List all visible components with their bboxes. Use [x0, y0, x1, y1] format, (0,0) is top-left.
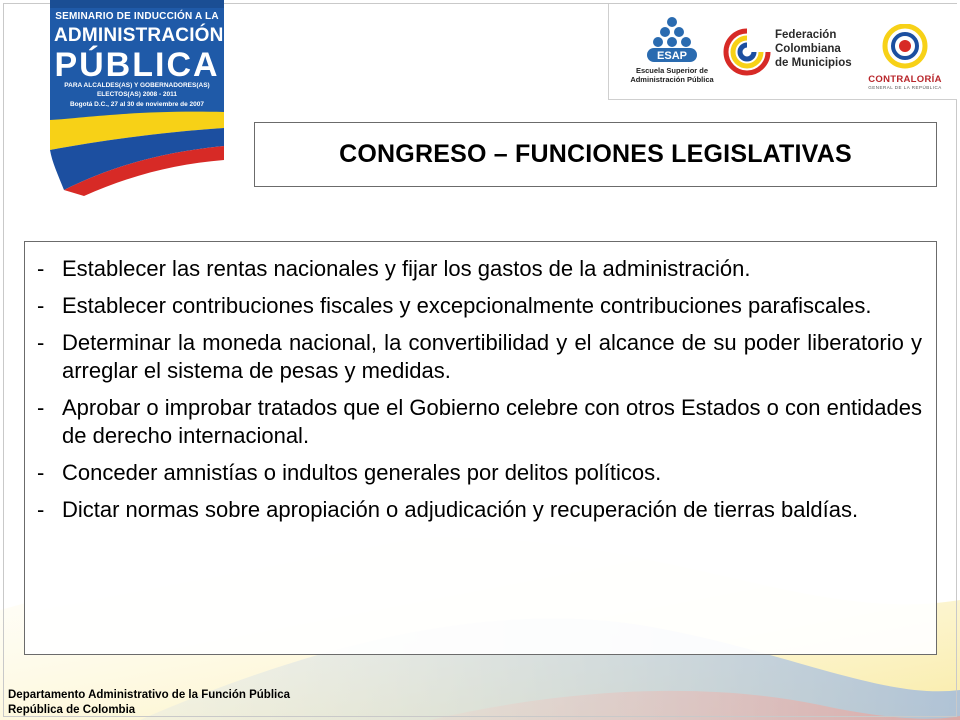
list-item-text: Establecer contribuciones fiscales y excepcionalmente contribuciones parafiscales.: [62, 293, 872, 318]
list-item: [37, 255, 922, 283]
list-item: [37, 496, 922, 524]
list-item-text: Determinar la moneda nacional, la convertibilidad y el alcance de su poder liberatorio y arreglar el sistema de pesas y medidas.: [62, 330, 922, 383]
list-item-text: Dictar normas sobre apropiación o adjudicación y recuperación de tierras baldías.: [62, 497, 859, 522]
emblem-line-6: Bogotá D.C., 27 al 30 de noviembre de 2007: [69, 101, 205, 108]
emblem-line-5: ELECTOS(AS) 2008 - 2011: [96, 91, 178, 98]
fcm-line-1: Federación: [775, 29, 837, 41]
fcm-emblem-icon: [723, 28, 771, 76]
bullet-marker: -: [37, 460, 45, 485]
list-item: [37, 329, 922, 385]
esap-emblem-icon: [645, 16, 699, 66]
footer-line-1: Departamento Administrativo de la Función Pública: [8, 689, 291, 701]
bullet-marker: -: [37, 256, 45, 281]
fcm-logo: [723, 26, 853, 86]
list-item: [37, 459, 922, 487]
slide-title: CONGRESO – FUNCIONES LEGISLATIVAS: [339, 140, 852, 168]
footer-line-2: República de Colombia: [8, 704, 136, 716]
emblem-line-2: ADMINISTRACIÓN: [54, 25, 224, 46]
emblem-line-3: PÚBLICA: [54, 46, 220, 84]
list-item: [37, 292, 922, 320]
list-item: [37, 394, 922, 450]
bullet-marker: -: [37, 330, 45, 355]
esap-mark: ESAP: [657, 50, 687, 62]
contraloria-logo: [859, 24, 951, 96]
title-box: [254, 122, 937, 187]
esap-caption-line-2: Administración Pública: [630, 75, 714, 84]
fcm-name: [775, 28, 852, 70]
contraloria-name: CONTRALORÍA: [868, 74, 942, 85]
emblem-line-1: SEMINARIO DE INDUCCIÓN A LA: [55, 11, 219, 22]
list-item-text: Conceder amnistías o indultos generales por delitos políticos.: [62, 460, 662, 485]
contraloria-subtitle: GENERAL DE LA REPÚBLICA: [868, 85, 942, 90]
esap-logo: [617, 16, 727, 96]
emblem-line-4: PARA ALCALDES(AS) Y GOBERNADORES(AS): [64, 82, 210, 89]
esap-caption: [617, 66, 727, 84]
content-box: [24, 241, 937, 655]
footer: [8, 688, 290, 718]
list-item-text: Aprobar o improbar tratados que el Gobierno celebre con otros Estados o con entidades de derecho internacional.: [62, 395, 922, 448]
bullet-marker: -: [37, 395, 45, 420]
bullet-marker: -: [37, 497, 45, 522]
list-item-text: Establecer las rentas nacionales y fijar los gastos de la administración.: [62, 256, 751, 281]
seminar-emblem: [44, 0, 230, 196]
fcm-line-3: de Municipios: [775, 57, 852, 69]
institution-logos: [608, 4, 957, 100]
contraloria-emblem-icon: [879, 24, 931, 72]
bullet-marker: -: [37, 293, 45, 318]
fcm-line-2: Colombiana: [775, 43, 841, 55]
esap-caption-line-1: Escuela Superior de: [635, 66, 709, 75]
